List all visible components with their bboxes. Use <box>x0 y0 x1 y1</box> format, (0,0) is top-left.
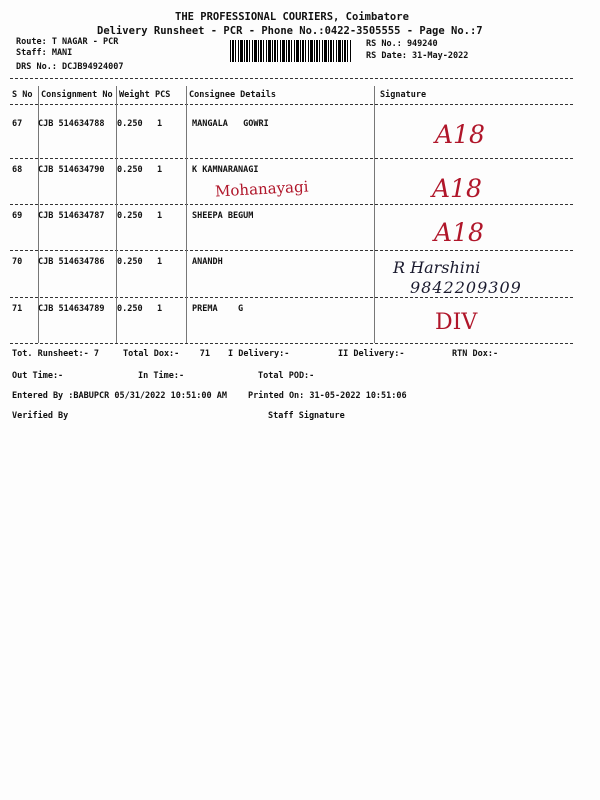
cell-consignment: CJB 514634789 <box>38 304 105 314</box>
col-header-signature: Signature <box>380 90 427 100</box>
header-bottom-rule <box>10 104 573 105</box>
cell-consignment: CJB 514634787 <box>38 211 105 221</box>
col-header-pcs: PCS <box>155 90 171 100</box>
staff-label: Staff: MANI <box>16 48 73 58</box>
column-divider <box>374 86 375 343</box>
cell-sno: 70 <box>12 257 23 267</box>
drs-number: DRS No.: DCJB94924007 <box>16 62 124 72</box>
cell-pcs: 1 <box>157 119 163 129</box>
cell-consignee: PREMA G <box>192 304 244 314</box>
cell-sno: 67 <box>12 119 23 129</box>
cell-consignee: ANANDH <box>192 257 223 267</box>
barcode <box>230 40 352 62</box>
total-dox: Total Dox:- 71 <box>123 349 210 359</box>
cell-pcs: 1 <box>157 257 163 267</box>
signature-mark: DIV <box>435 310 478 335</box>
rs-number: RS No.: 949240 <box>366 39 438 49</box>
entered-by: Entered By :BABUPCR 05/31/2022 10:51:00 AM <box>12 391 227 401</box>
cell-pcs: 1 <box>157 165 163 175</box>
cell-weight: 0.250 <box>117 257 143 267</box>
column-divider <box>186 86 187 343</box>
signature-mark: A18 <box>434 218 484 247</box>
signature-mark: A18 <box>432 174 482 203</box>
staff-signature: Staff Signature <box>268 411 345 421</box>
company-title: THE PROFESSIONAL COURIERS, Coimbatore <box>175 11 409 23</box>
ii-delivery: II Delivery:- <box>338 349 405 359</box>
handwritten-receiver-name: R Harshini <box>393 258 481 277</box>
runsheet-subtitle: Delivery Runsheet - PCR - Phone No.:0422-3505555 - Page No.:7 <box>97 25 483 37</box>
cell-consignee: SHEEPA BEGUM <box>192 211 254 221</box>
rtn-dox: RTN Dox:- <box>452 349 499 359</box>
col-header-sno: S No <box>12 90 33 100</box>
verified-by: Verified By <box>12 411 69 421</box>
col-header-consignee: Consignee Details <box>189 90 276 100</box>
row-rule <box>10 250 573 251</box>
cell-pcs: 1 <box>157 211 163 221</box>
cell-sno: 68 <box>12 165 23 175</box>
row-rule <box>10 204 573 205</box>
total-pod: Total POD:- <box>258 371 315 381</box>
table-top-rule <box>10 78 573 79</box>
cell-sno: 69 <box>12 211 23 221</box>
col-header-weight: Weight <box>119 90 150 100</box>
table-bottom-rule <box>10 343 573 344</box>
rs-date: RS Date: 31-May-2022 <box>366 51 469 61</box>
printed-on: Printed On: 31-05-2022 10:51:06 <box>248 391 407 401</box>
total-runsheet: Tot. Runsheet:- 7 <box>12 349 99 359</box>
cell-weight: 0.250 <box>117 211 143 221</box>
col-header-consignment: Consignment No <box>41 90 113 100</box>
cell-consignment: CJB 514634788 <box>38 119 105 129</box>
cell-weight: 0.250 <box>117 119 143 129</box>
cell-consignee: K KAMNARANAGI <box>192 165 259 175</box>
row-rule <box>10 297 573 298</box>
cell-pcs: 1 <box>157 304 163 314</box>
i-delivery: I Delivery:- <box>228 349 290 359</box>
row-rule <box>10 158 573 159</box>
cell-sno: 71 <box>12 304 23 314</box>
cell-weight: 0.250 <box>117 165 143 175</box>
signature-mark: A18 <box>435 120 485 149</box>
cell-consignee: MANGALA GOWRI <box>192 119 269 129</box>
route-label: Route: T NAGAR - PCR <box>16 37 119 47</box>
in-time: In Time:- <box>138 371 185 381</box>
handwritten-phone-number: 9842209309 <box>410 278 522 297</box>
cell-consignment: CJB 514634790 <box>38 165 105 175</box>
cell-consignment: CJB 514634786 <box>38 257 105 267</box>
cell-weight: 0.250 <box>117 304 143 314</box>
out-time: Out Time:- <box>12 371 64 381</box>
handwritten-receiver-name: Mohanayagi <box>214 177 309 201</box>
